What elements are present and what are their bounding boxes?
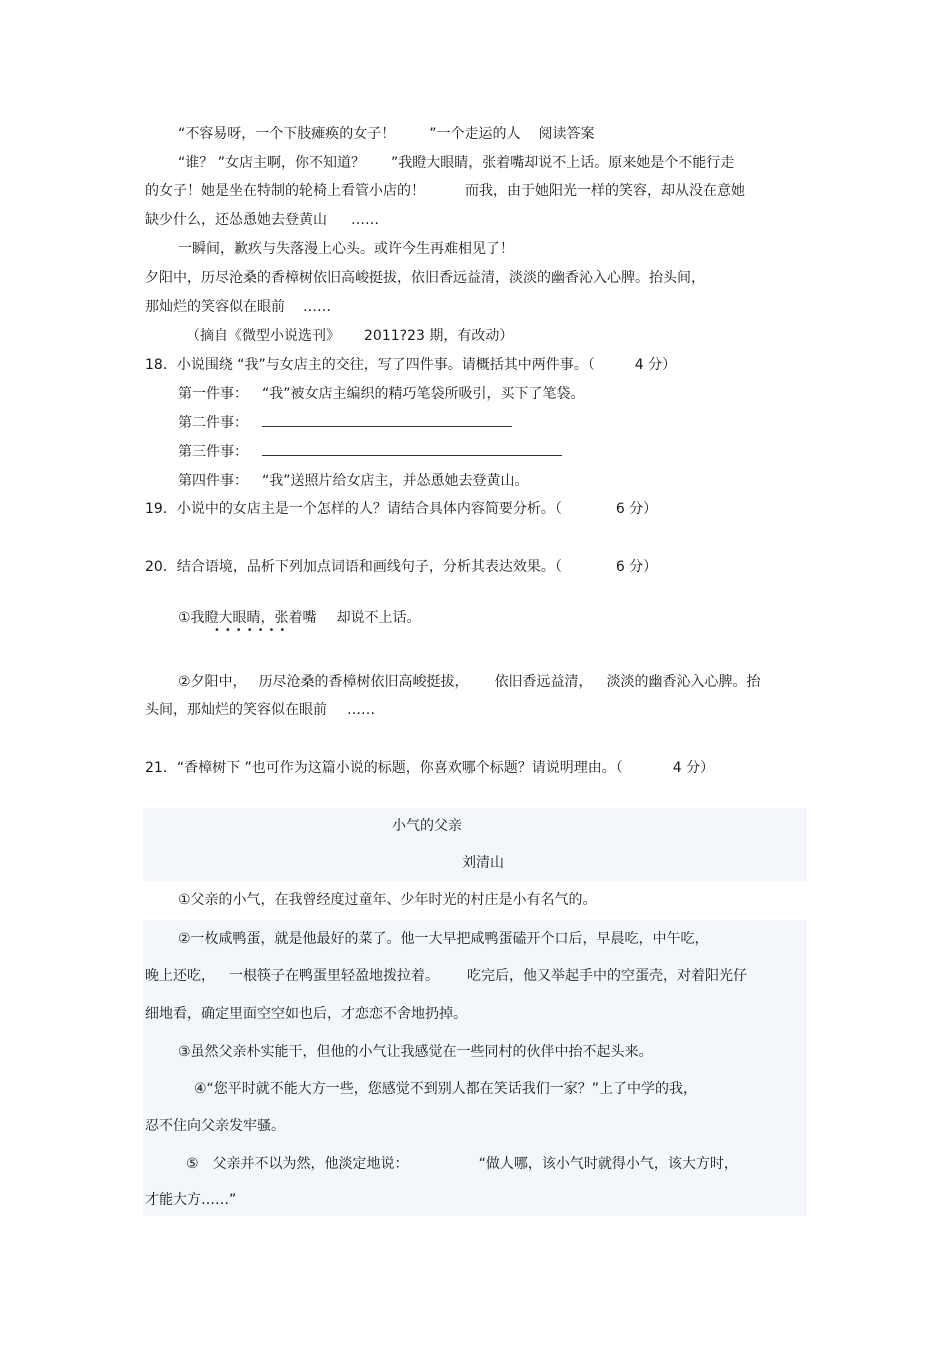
analysis-sentence-2: ②夕阳中， 历尽沧桑的香樟树依旧高峻挺拔， 依旧香远益清， 淡淡的幽香沁入心脾。抬: [178, 674, 761, 690]
answer-blank[interactable]: [262, 443, 562, 456]
story-paragraph-cont: 细地看，确定里面空空如也后，才恋恋不舍地扔掉。: [145, 1006, 467, 1022]
analysis-sentence-1: ①我瞪大眼睛，张着嘴 却说不上话。: [178, 610, 421, 626]
story-paragraph: ②一枚咸鸭蛋，就是他最好的菜了。他一大早把咸鸭蛋磕开个口后，早晨吃，中午吃，: [178, 931, 709, 947]
analysis-sentence-2-cont: 头间，那灿烂的笑容似在眼前 ……: [145, 702, 375, 718]
emphasis-dots: •••••••: [214, 625, 291, 636]
source-note: （摘自《微型小说选刊》 2011?23 期，有改动）: [186, 328, 514, 344]
event-3: 第三件事：: [178, 442, 562, 462]
story-paragraph: ④“您平时就不能大方一些，您感觉不到别人都在笑话我们一家？”上了中学的我，: [194, 1081, 698, 1097]
story-paragraph: ⑤ 父亲并不以为然，他淡定地说： “做人哪，该小气时就得小气，该大方时，: [186, 1156, 738, 1172]
story-title: 小气的父亲: [392, 818, 462, 834]
passage-line: “不容易呀，一个下肢瘫痪的女子！ ”一个走运的人 阅读答案: [178, 126, 595, 142]
event-4: 第四件事： “我”送照片给女店主，并怂恿她去登黄山。: [178, 473, 529, 489]
question-19: 19．小说中的女店主是一个怎样的人？请结合具体内容简要分析。（ 6 分）: [145, 501, 658, 517]
story-author: 刘清山: [462, 855, 504, 871]
story-paragraph: ①父亲的小气，在我曾经度过童年、少年时光的村庄是小有名气的。: [178, 892, 597, 908]
passage-line: 缺少什么，还怂恿她去登黄山 ……: [145, 212, 379, 228]
event-2: 第二件事：: [178, 413, 512, 433]
story-paragraph-cont: 才能大方……”: [145, 1192, 237, 1208]
story-paragraph-cont: 晚上还吃， 一根筷子在鸭蛋里轻盈地拨拉着。 吃完后，他又举起手中的空蛋壳，对着阳光仔: [145, 968, 747, 984]
story-paragraph-cont: 忍不住向父亲发牢骚。: [145, 1118, 285, 1134]
story-paragraph: ③虽然父亲朴实能干，但他的小气让我感觉在一些同村的伙伴中抬不起头来。: [178, 1044, 653, 1060]
passage-line: 那灿烂的笑容似在眼前 ……: [145, 299, 331, 315]
question-21: 21．“香樟树下 ”也可作为这篇小说的标题，你喜欢哪个标题？请说明理由。（ 4 分）: [145, 760, 715, 776]
question-20: 20．结合语境，品析下列加点词语和画线句子，分析其表达效果。（ 6 分）: [145, 559, 658, 575]
passage-line: 的女子！她是坐在特制的轮椅上看管小店的！ 而我，由于她阳光一样的笑容，却从没在意她: [145, 183, 745, 199]
passage-line: 一瞬间，歉疚与失落漫上心头。或许今生再难相见了！: [178, 241, 514, 257]
event-1: 第一件事： “我”被女店主编织的精巧笔袋所吸引，买下了笔袋。: [178, 386, 585, 402]
question-18: 18．小说围绕 “我”与女店主的交往，写了四件事。请概括其中两件事。（ 4 分）: [145, 357, 677, 373]
passage-line: “谁？ ”女店主啊，你不知道？ ”我瞪大眼睛，张着嘴却说不上话。原来她是个不能行走: [178, 155, 735, 171]
answer-blank[interactable]: [262, 414, 512, 427]
passage-line: 夕阳中，历尽沧桑的香樟树依旧高峻挺拔，依旧香远益清，淡淡的幽香沁入心脾。抬头间，: [145, 270, 705, 286]
